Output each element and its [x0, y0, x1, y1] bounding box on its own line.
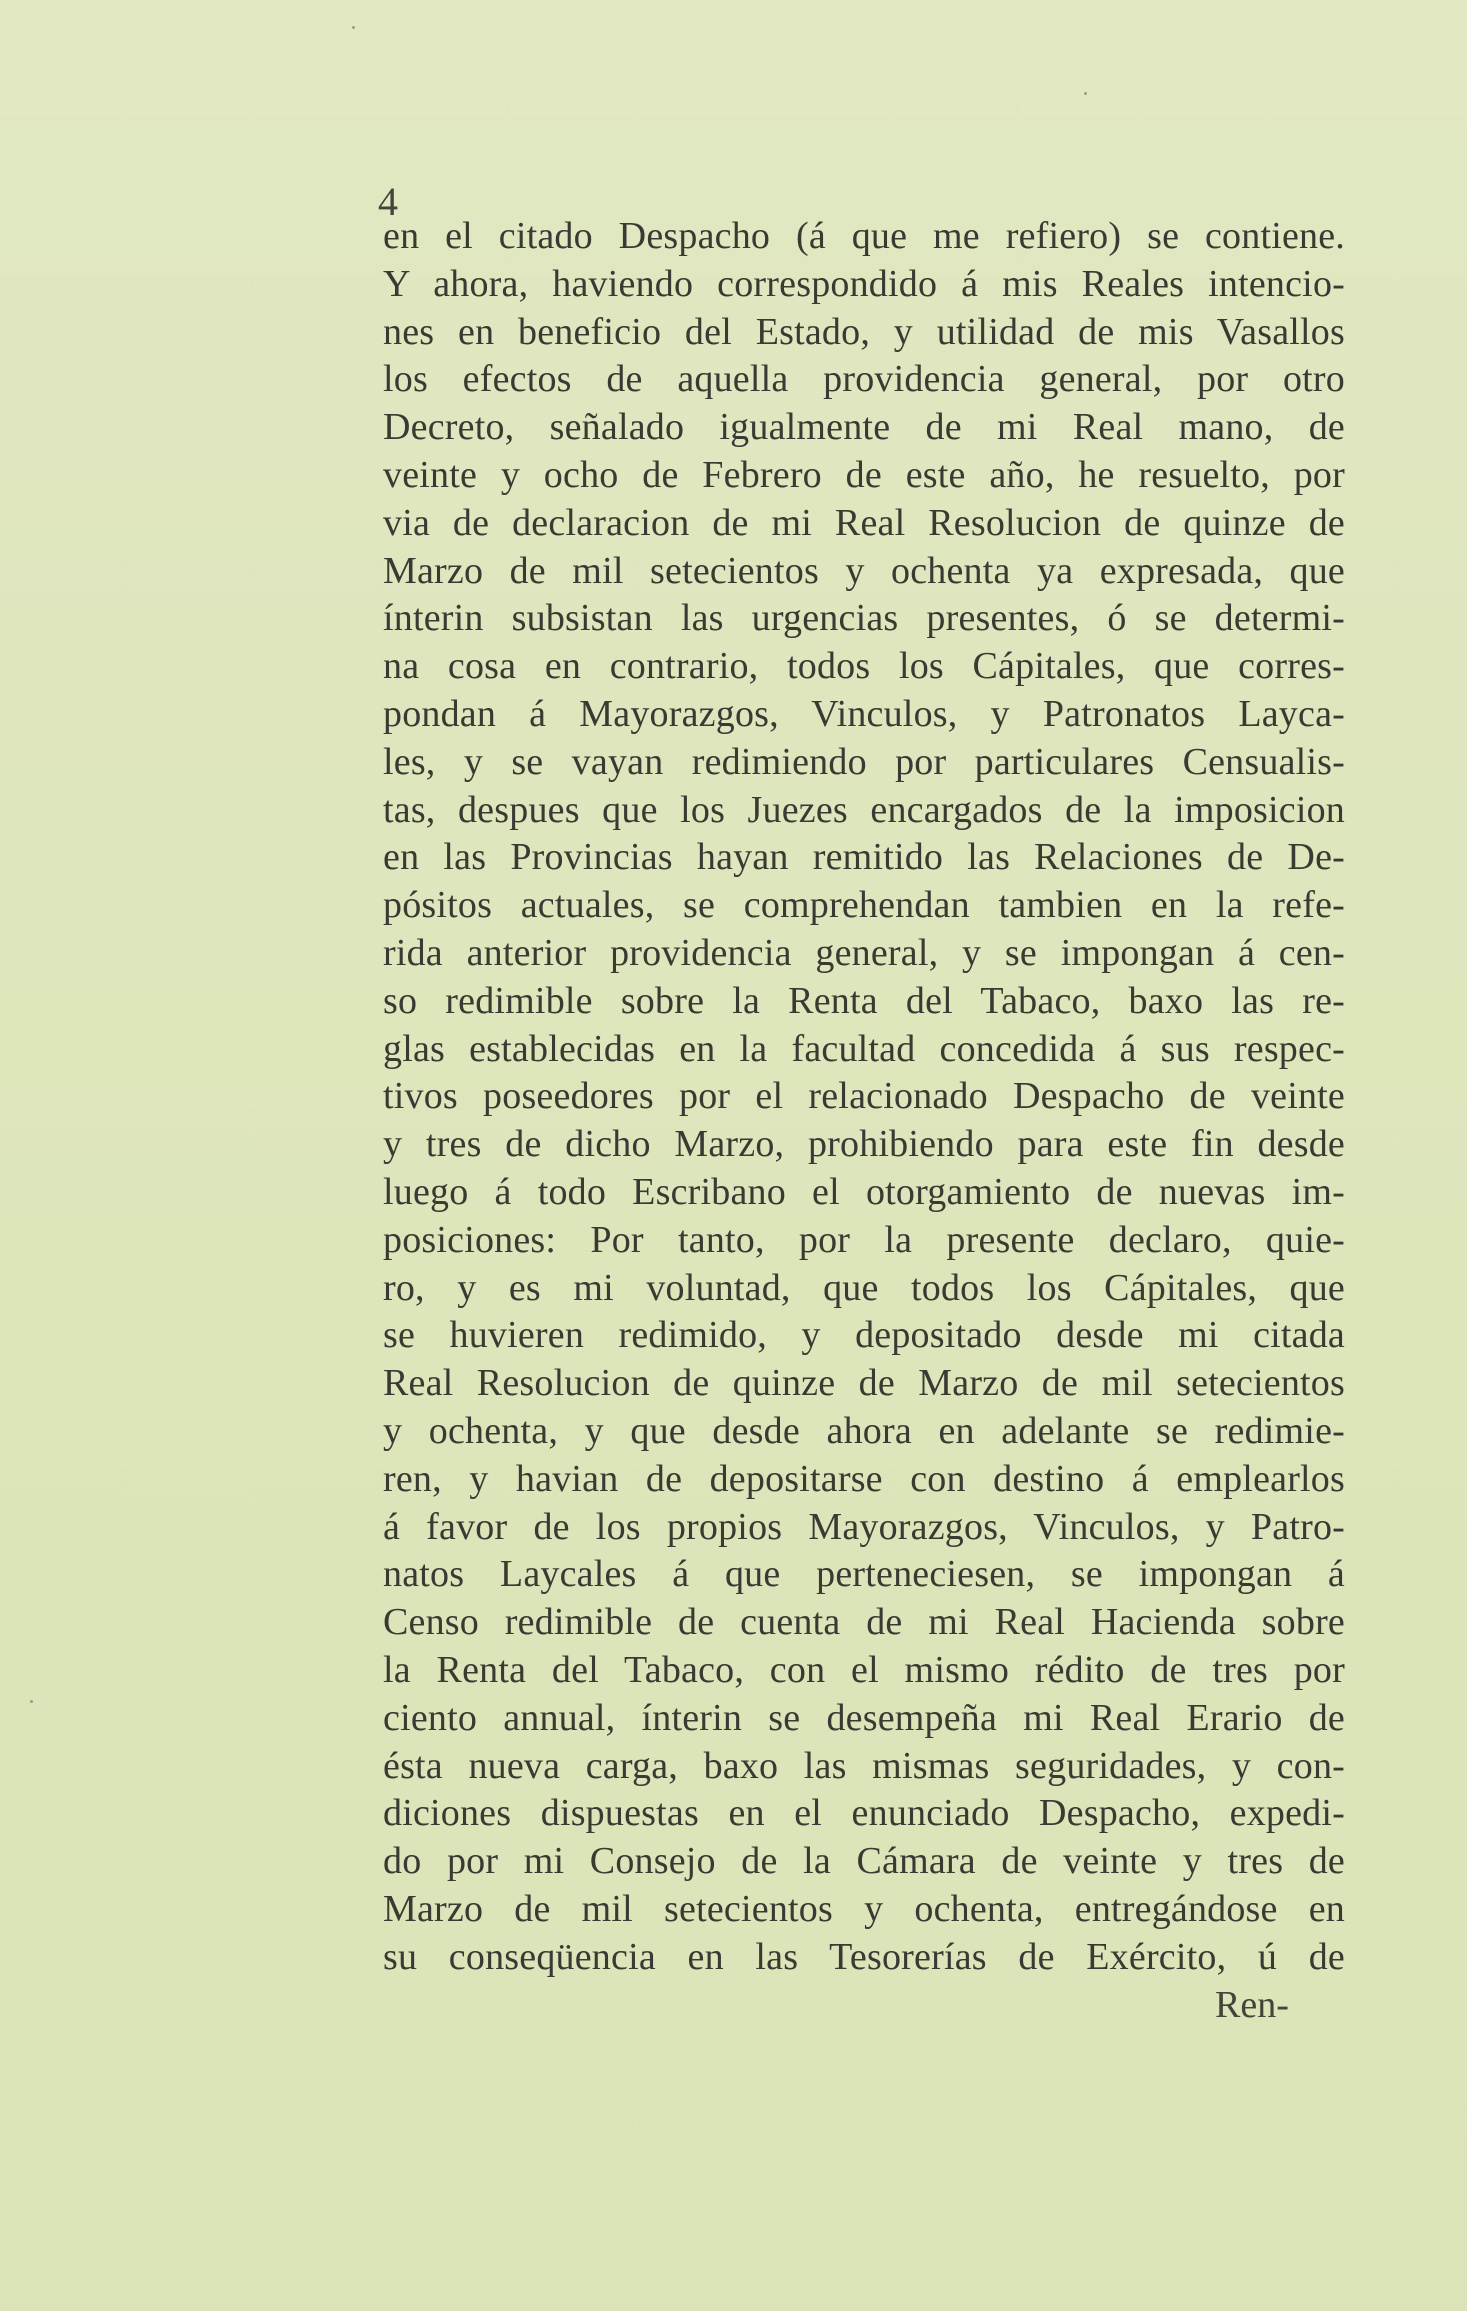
text-line: ínterin subsistan las urgencias presentes, ó se determi- — [383, 597, 1345, 640]
text-line: diciones dispuestas en el enunciado Despacho, expedi- — [383, 1792, 1345, 1835]
paper-speck — [30, 1700, 33, 1703]
text-line: Marzo de mil setecientos y ochenta, entregándose en — [383, 1887, 1345, 1930]
body-text — [383, 213, 1345, 1981]
text-line: y tres de dicho Marzo, prohibiendo para este fin desde — [383, 1123, 1345, 1166]
text-line: y ochenta, y que desde ahora en adelante se redimie- — [383, 1409, 1345, 1452]
text-line: Decreto, señalado igualmente de mi Real mano, de — [383, 406, 1345, 449]
text-line: se huvieren redimido, y depositado desde mi citada — [383, 1314, 1345, 1357]
text-line: les, y se vayan redimiendo por particulares Censualis- — [383, 740, 1345, 783]
text-line: á favor de los propios Mayorazgos, Vinculos, y Patro- — [383, 1505, 1345, 1548]
catchword: Ren- — [1215, 1984, 1289, 2026]
text-line: do por mi Consejo de la Cámara de veinte y tres de — [383, 1840, 1345, 1883]
text-line: Censo redimible de cuenta de mi Real Hacienda sobre — [383, 1601, 1345, 1644]
text-line: en las Provincias hayan remitido las Relaciones de De- — [383, 836, 1345, 879]
text-line: Y ahora, haviendo correspondido á mis Reales intencio- — [383, 262, 1345, 305]
text-line: luego á todo Escribano el otorgamiento de nuevas im- — [383, 1170, 1345, 1213]
text-line: natos Laycales á que perteneciesen, se impongan á — [383, 1553, 1345, 1596]
paper-speck — [352, 26, 355, 29]
paper-speck — [1084, 92, 1087, 95]
text-line: nes en beneficio del Estado, y utilidad de mis Vasallos — [383, 310, 1345, 353]
text-line: los efectos de aquella providencia general, por otro — [383, 358, 1345, 401]
text-line: tas, despues que los Juezes encargados de la imposicion — [383, 788, 1345, 831]
text-line: na cosa en contrario, todos los Cápitales, que corres- — [383, 645, 1345, 688]
text-line: la Renta del Tabaco, con el mismo rédito de tres por — [383, 1648, 1345, 1691]
page-number: 4 — [378, 179, 398, 224]
text-line: so redimible sobre la Renta del Tabaco, baxo las re- — [383, 979, 1345, 1022]
text-line: via de declaracion de mi Real Resolucion de quinze de — [383, 501, 1345, 544]
text-line: en el citado Despacho (á que me refiero) se contiene. — [383, 215, 1345, 257]
text-line: veinte y ocho de Febrero de este año, he resuelto, por — [383, 453, 1345, 496]
text-line: ro, y es mi voluntad, que todos los Cápitales, que — [383, 1266, 1345, 1309]
text-line: rida anterior providencia general, y se impongan á cen- — [383, 931, 1345, 974]
text-line: ren, y havian de depositarse con destino á emplearlos — [383, 1457, 1345, 1500]
text-line: pondan á Mayorazgos, Vinculos, y Patronatos Layca- — [383, 692, 1345, 735]
text-line: tivos poseedores por el relacionado Despacho de veinte — [383, 1075, 1345, 1118]
text-line: su conseqüencia en las Tesorerías de Exército, ú de — [383, 1935, 1345, 1978]
text-line: glas establecidas en la facultad concedida á sus respec- — [383, 1027, 1345, 1070]
text-line: Real Resolucion de quinze de Marzo de mil setecientos — [383, 1362, 1345, 1405]
text-line: Marzo de mil setecientos y ochenta ya expresada, que — [383, 549, 1345, 592]
text-line: ésta nueva carga, baxo las mismas seguridades, y con- — [383, 1744, 1345, 1787]
text-line: ciento annual, ínterin se desempeña mi Real Erario de — [383, 1696, 1345, 1739]
text-line: posiciones: Por tanto, por la presente declaro, quie- — [383, 1218, 1345, 1261]
text-line: pósitos actuales, se comprehendan tambien en la refe- — [383, 884, 1345, 927]
